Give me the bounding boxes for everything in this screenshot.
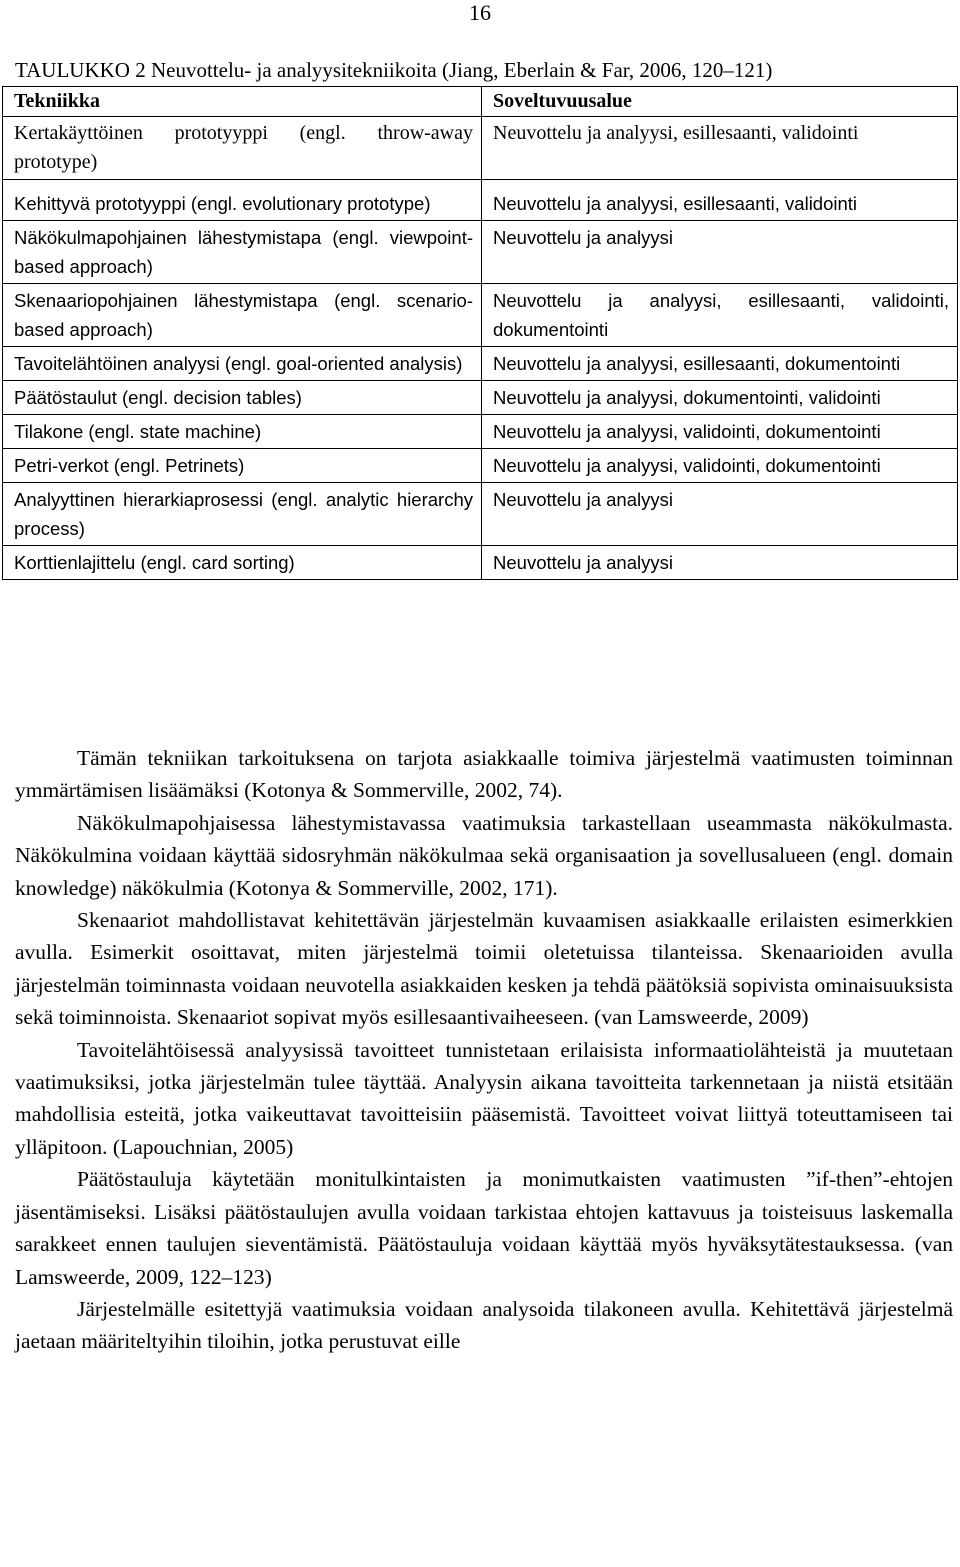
area-cell: Neuvottelu ja analyysi, esillesaanti, validointi xyxy=(482,117,958,180)
table-header-row xyxy=(3,87,958,117)
table-row xyxy=(3,284,958,347)
paragraph: Tämän tekniikan tarkoituksena on tarjota asiakkaalle toimiva järjestelmä vaatimusten toiminnan ymmärtämisen lisäämäksi (Kotonya & Sommerville, 2002, 74). xyxy=(15,746,953,803)
paragraph: Skenaariot mahdollistavat kehitettävän järjestelmän kuvaamisen asiakkaalle erilaisten esimerkkien avulla. Esimerkit osoittavat, miten järjestelmä toimii oletetuissa tilanteissa. Skenaarioiden avulla järjestelmän toiminnasta voidaan neuvotella asiakkaiden kesken ja tehdä päätöksiä sopivista ominaisuuksista sekä toiminnoista. Skenaariot sopivat myös esillesaantivaiheeseen. (van Lamsweerde, 2009) xyxy=(15,908,953,1030)
technique-cell: Tavoitelähtöinen analyysi (engl. goal-oriented analysis) xyxy=(3,347,482,381)
area-cell: Neuvottelu ja analyysi, dokumentointi, validointi xyxy=(482,381,958,415)
technique-cell: Kehittyvä prototyyppi (engl. evolutionary prototype) xyxy=(3,180,482,221)
area-cell: Neuvottelu ja analyysi, esillesaanti, validointi, dokumentointi xyxy=(482,284,958,347)
table-row xyxy=(3,117,958,180)
table-row xyxy=(3,483,958,546)
technique-cell: Näkökulmapohjainen lähestymistapa (engl. viewpoint-based approach) xyxy=(3,221,482,284)
area-cell: Neuvottelu ja analyysi, esillesaanti, dokumentointi xyxy=(482,347,958,381)
table-row xyxy=(3,347,958,381)
area-cell: Neuvottelu ja analyysi xyxy=(482,221,958,284)
technique-cell: Korttienlajittelu (engl. card sorting) xyxy=(3,546,482,580)
techniques-table xyxy=(2,86,958,580)
technique-cell: Skenaariopohjainen lähestymistapa (engl. scenario-based approach) xyxy=(3,284,482,347)
paragraph: Päätöstauluja käytetään monitulkintaisten ja monimutkaisten vaatimusten ”if-then”-ehtojen jäsentämiseksi. Lisäksi päätöstaulujen avulla voidaan tarkistaa ehtojen kattavuus ja toisteisuus laskemalla sarakkeet ennen taulujen sieventämistä. Päätöstauluja voidaan käyttää myös hyväksytätestauksessa. (van Lamsweerde, 2009, 122–123) xyxy=(15,1167,953,1289)
paragraph: Näkökulmapohjaisessa lähestymistavassa vaatimuksia tarkastellaan useammasta näkökulmasta. Näkökulmina voidaan käyttää sidosryhmän näkökulmaa sekä organisaation ja sovellusalueen (engl. domain knowledge) näkökulmia (Kotonya & Sommerville, 2002, 171). xyxy=(15,810,953,900)
table-row xyxy=(3,415,958,449)
technique-cell: Päätöstaulut (engl. decision tables) xyxy=(3,381,482,415)
header-application-area: Soveltuvuusalue xyxy=(482,87,958,117)
table-row xyxy=(3,449,958,483)
area-cell: Neuvottelu ja analyysi, validointi, dokumentointi xyxy=(482,449,958,483)
table-caption: TAULUKKO 2 Neuvottelu- ja analyysitekniikoita (Jiang, Eberlain & Far, 2006, 120–121) xyxy=(15,58,773,82)
area-cell: Neuvottelu ja analyysi xyxy=(482,546,958,580)
header-technique: Tekniikka xyxy=(3,87,482,117)
area-cell: Neuvottelu ja analyysi xyxy=(482,483,958,546)
page-number: 16 xyxy=(469,0,491,25)
table-row xyxy=(3,180,958,221)
body-text xyxy=(15,742,953,1358)
paragraph: Järjestelmälle esitettyjä vaatimuksia voidaan analysoida tilakoneen avulla. Kehitettävä järjestelmä jaetaan määriteltyihin tiloihin, jotka perustuvat eille xyxy=(15,1296,953,1354)
technique-cell: Analyyttinen hierarkiaprosessi (engl. analytic hierarchy process) xyxy=(3,483,482,546)
area-cell: Neuvottelu ja analyysi, esillesaanti, validointi xyxy=(482,180,958,221)
paragraph: Tavoitelähtöisessä analyysissä tavoitteet tunnistetaan erilaisista informaatiolähteistä ja muutetaan vaatimuksiksi, jotka järjestelmän tulee täyttää. Analyysin aikana tavoitteita tarkennetaan ja niistä etsitään mahdollisia esteitä, jotka vaikeuttavat tavoitteisiin pääsemistä. Tavoitteet voivat liittyä toteuttamiseen tai ylläpitoon. (Lapouchnian, 2005) xyxy=(15,1037,953,1159)
table-row xyxy=(3,546,958,580)
technique-cell: Tilakone (engl. state machine) xyxy=(3,415,482,449)
table-row xyxy=(3,381,958,415)
technique-cell: Kertakäyttöinen prototyyppi (engl. throw-away prototype) xyxy=(3,117,482,180)
area-cell: Neuvottelu ja analyysi, validointi, dokumentointi xyxy=(482,415,958,449)
technique-cell: Petri-verkot (engl. Petrinets) xyxy=(3,449,482,483)
table-row xyxy=(3,221,958,284)
